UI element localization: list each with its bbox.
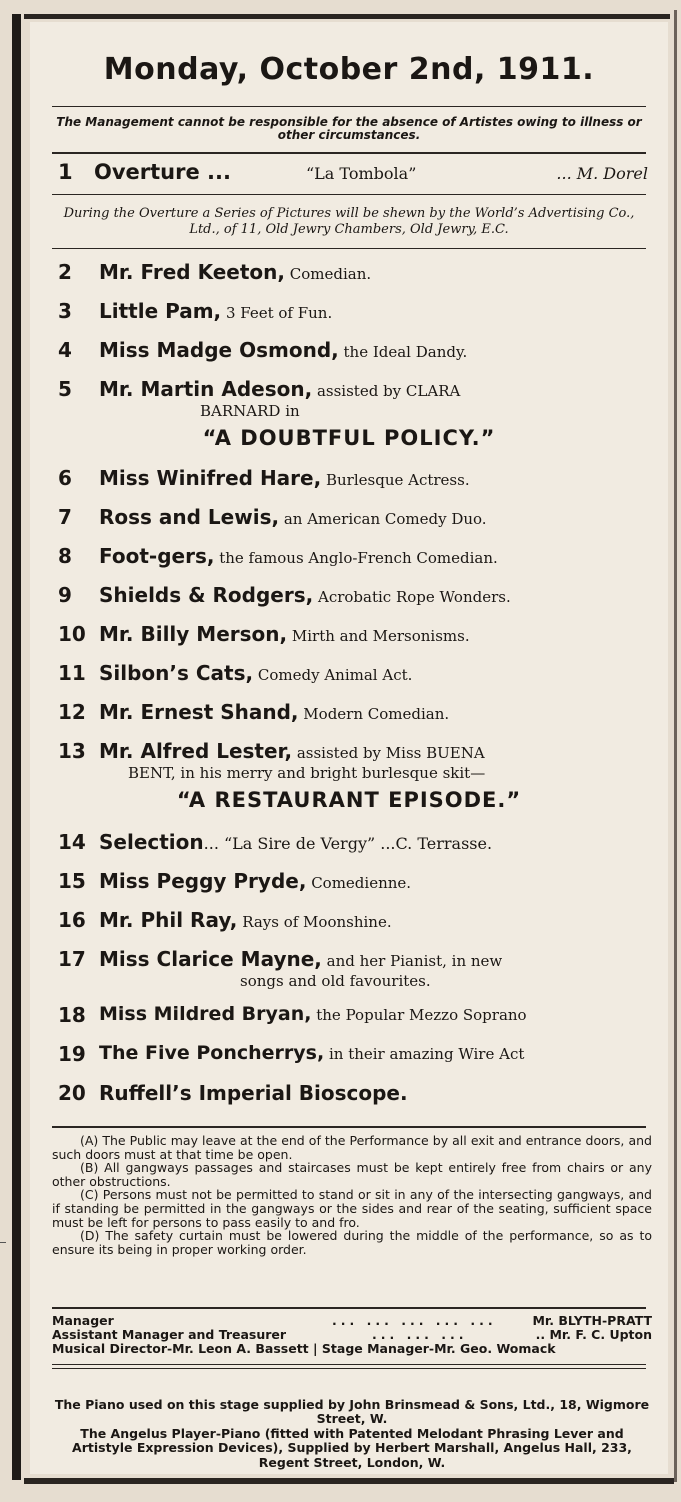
item-number: 8 [58,544,72,568]
artiste-name: Miss Madge Osmond, [99,338,339,362]
artiste-name: Shields & Rodgers, [99,583,314,607]
artiste-desc: Modern Comedian. [298,705,450,723]
page-title: Monday, October 2nd, 1911. [103,52,595,87]
piano-notice [52,1398,652,1470]
skit-title: “A DOUBTFUL POLICY.” [202,426,496,450]
assistant-label: Assistant Manager and Treasurer [52,1327,287,1342]
artiste-name: Mr. Alfred Lester, [99,739,293,763]
artiste-name: Mr. Fred Keeton, [99,260,285,284]
artiste-desc-continued [200,401,400,420]
staff-row [52,1342,652,1356]
artiste-desc: ... “La Sire de Vergy” ...C. Terrasse. [203,834,493,853]
skit-title: “A RESTAURANT EPISODE.” [176,788,522,812]
left-border [12,14,21,1480]
divider [52,106,646,107]
overture-title: “La Tombola” [306,164,417,183]
rule-a: (A) The Public may leave at the end of the Performance by all exit and entrance doors, and such doors must at that time be open. [52,1133,652,1162]
artiste-name: Selection [99,830,204,854]
artiste-desc: BENT, in his merry and bright burlesque skit— [128,764,486,782]
programme-sheet [30,22,668,1474]
artiste-desc: Comedy Animal Act. [253,666,413,684]
music-stage-line: Musical Director-Mr. Leon A. Bassett | Stage Manager-Mr. Geo. Womack [52,1341,556,1356]
divider [52,152,646,154]
artiste-name: Mr. Phil Ray, [99,908,238,932]
item-number: 9 [58,583,72,607]
artiste-desc: BARNARD in [200,402,300,420]
item-number: 17 [58,947,86,971]
item-number: 11 [58,661,86,685]
artiste-name: Miss Mildred Bryan, [99,1003,312,1025]
artiste-desc: assisted by CLARA [312,382,461,400]
artiste-desc: an American Comedy Duo. [279,510,487,528]
rule-b: (B) All gangways passages and staircases must be kept entirely free from chairs or any other obstructions. [52,1160,652,1189]
artiste-desc: Acrobatic Rope Wonders. [313,588,511,606]
artiste-desc: Comedian. [284,265,372,283]
item-number: 1 [58,160,73,184]
item-number: 15 [58,869,86,893]
assistant-name: .. Mr. F. C. Upton [535,1327,652,1342]
right-border [674,10,677,1482]
artiste-desc: the famous Anglo-French Comedian. [214,549,498,567]
divider [52,1307,646,1309]
artiste-desc: the Ideal Dandy. [338,343,468,361]
staff-row [52,1328,652,1342]
item-number: 20 [58,1081,86,1105]
bottom-border [24,1478,674,1484]
manager-name: Mr. BLYTH-PRATT [532,1313,652,1328]
artiste-desc: assisted by Miss BUENA [292,744,485,762]
artiste-name: Miss Winifred Hare, [99,466,322,490]
staff-list [52,1314,652,1356]
artiste-desc: Rays of Moonshine. [237,913,392,931]
artiste-name: Mr. Martin Adeson, [99,377,313,401]
manager-label: Manager [52,1313,114,1328]
artiste-desc: Comedienne. [306,874,412,892]
artiste-desc: in their amazing Wire Act [324,1045,525,1063]
divider [52,194,646,195]
rule-c: (C) Persons must not be permitted to stand or sit in any of the intersecting gangways, and if standing be permitted in the gangways or the sides and rear of the seating, sufficient space must be left for persons to pass easily to and fro. [52,1187,652,1230]
artiste-name: Ross and Lewis, [99,505,280,529]
artiste-desc: songs and old favourites. [240,972,431,990]
item-number: 13 [58,739,86,763]
artiste-desc: and her Pianist, in new [321,952,503,970]
item-number: 5 [58,377,72,401]
overture-label: Overture ... [94,160,231,184]
top-border [24,14,670,19]
artiste-name: Miss Clarice Mayne, [99,947,322,971]
artiste-desc-continued [128,763,548,782]
artiste-desc: Burlesque Actress. [321,471,470,489]
item-number: 7 [58,505,72,529]
artiste-name: Mr. Billy Merson, [99,622,288,646]
staff-row [52,1314,652,1328]
artiste-name: Little Pam, [99,299,222,323]
rule-d: (D) The safety curtain must be lowered during the middle of the performance, so as to ensure its being in proper working order. [52,1228,652,1257]
artiste-name: Mr. Ernest Shand, [99,700,299,724]
artiste-desc: 3 Feet of Fun. [221,304,333,322]
piano-supplier: The Piano used on this stage supplied by John Brinsmead & Sons, Ltd., 18, Wigmore Street, W. [54,1397,650,1427]
artiste-name: Ruffell’s Imperial Bioscope. [99,1081,408,1105]
item-number: 12 [58,700,86,724]
leader-dots: ... ... ... [372,1327,468,1342]
item-number: 19 [58,1042,86,1066]
player-piano-supplier: The Angelus Player-Piano (fitted with Patented Melodant Phrasing Lever and Artistyle Expression Devices), Supplied by Herbert Marshall, Angelus Hall, 233, Regent Street, London, W. [72,1425,632,1470]
artiste-desc: Mirth and Mersonisms. [287,627,470,645]
artiste-desc-continued [240,971,440,990]
item-number: 14 [58,830,86,854]
divider [52,1364,646,1365]
artiste-name: The Five Poncherrys, [99,1042,325,1064]
safety-regulations [52,1134,652,1256]
divider [52,1368,646,1369]
artiste-name: Silbon’s Cats, [99,661,254,685]
item-number: 18 [58,1003,86,1027]
overture-composer: ... M. Dorel [556,164,648,183]
leader-dots: ... ... ... ... ... [332,1313,497,1328]
artiste-name: Foot-gers, [99,544,215,568]
divider [52,1126,646,1128]
overture-note: During the Overture a Series of Pictures will be shewn by the World’s Advertising Co., Ltd., of 11, Old Jewry Chambers, Old Jewry, E.C. [63,206,635,237]
artiste-name: Miss Peggy Pryde, [99,869,307,893]
overture-row [58,160,648,188]
item-number: 10 [58,622,86,646]
margin-mark [0,1242,6,1243]
item-number: 3 [58,299,72,323]
divider [52,248,646,249]
item-number: 2 [58,260,72,284]
item-number: 4 [58,338,72,362]
item-number: 16 [58,908,86,932]
artiste-desc: the Popular Mezzo Soprano [311,1006,527,1024]
management-notice: The Management cannot be responsible for the absence of Artistes owing to illness or other circumstances. [56,115,642,142]
item-number: 6 [58,466,72,490]
